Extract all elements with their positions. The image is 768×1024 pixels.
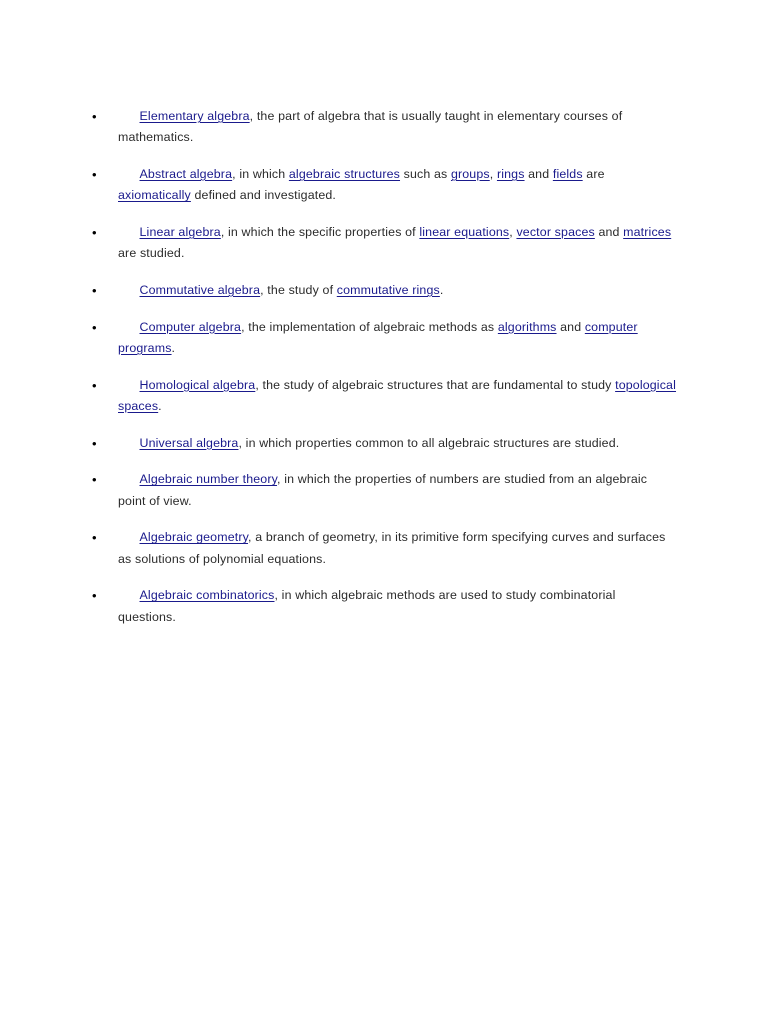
bullet-icon: •: [92, 166, 97, 182]
description-text: .: [439, 282, 444, 297]
list-item: [0, 106, 768, 149]
term-link[interactable]: groups: [450, 166, 490, 181]
description-text: ,: [489, 166, 497, 181]
term-link[interactable]: commutative rings: [336, 282, 440, 297]
term-link[interactable]: Linear algebra: [139, 224, 221, 239]
description-text: , in which the properties of numbers are studied from an algebraic point of view.: [118, 472, 648, 508]
list-item: [0, 375, 768, 418]
term-link[interactable]: Elementary algebra: [139, 109, 250, 123]
description-text: and: [594, 224, 624, 239]
description-text: such as: [400, 166, 451, 181]
term-link[interactable]: linear equations: [419, 224, 510, 239]
list-item: [0, 433, 768, 454]
description-text: , a branch of geometry, in its primitive form specifying curves and surfaces as solutions of polynomial equations.: [118, 530, 666, 566]
term-link[interactable]: topological spaces: [118, 377, 677, 413]
bullet-icon: •: [92, 530, 97, 546]
term-link[interactable]: fields: [552, 166, 583, 181]
list-item: [0, 585, 768, 628]
term-link[interactable]: Homological algebra: [139, 377, 256, 392]
term-link[interactable]: vector spaces: [516, 224, 595, 239]
list-item: [0, 280, 768, 301]
list-item: [0, 164, 768, 207]
term-link[interactable]: axiomatically: [118, 188, 191, 203]
bullet-icon: •: [92, 224, 97, 240]
term-link[interactable]: Abstract algebra: [139, 166, 233, 181]
description-text: and: [524, 166, 553, 181]
description-text: , the study of algebraic structures that are fundamental to study: [255, 377, 616, 392]
term-link[interactable]: matrices: [623, 224, 672, 239]
term-link[interactable]: rings: [496, 166, 525, 181]
bullet-icon: •: [92, 319, 97, 335]
description-text: defined and investigated.: [190, 188, 337, 203]
bullet-icon: •: [92, 588, 97, 604]
description-text: ,: [509, 224, 517, 239]
term-link[interactable]: Algebraic geometry: [139, 530, 249, 545]
term-link[interactable]: Algebraic combinatorics: [139, 588, 275, 603]
bullet-icon: •: [92, 282, 97, 298]
list-item: [0, 469, 768, 512]
list-item: [0, 317, 768, 360]
description-text: .: [171, 340, 176, 355]
description-text: , the implementation of algebraic methods as: [241, 319, 498, 334]
description-text: , in which: [232, 166, 289, 181]
description-text: , in which algebraic methods are used to study combinatorial questions.: [118, 588, 616, 624]
term-link[interactable]: computer programs: [118, 319, 638, 355]
description-text: , in which properties common to all algebraic structures are studied.: [238, 435, 620, 450]
description-text: , the part of algebra that is usually taught in elementary courses of mathematics.: [118, 109, 623, 145]
description-text: and: [556, 319, 585, 334]
description-text: , the study of: [260, 282, 337, 297]
bullet-icon: •: [92, 435, 97, 451]
term-link[interactable]: Universal algebra: [139, 435, 239, 450]
list-item: [0, 527, 768, 570]
bullet-icon: •: [92, 377, 97, 393]
description-text: are: [582, 166, 605, 181]
description-text: , in which the specific properties of: [220, 224, 420, 239]
term-link[interactable]: Commutative algebra: [139, 282, 261, 297]
bullet-icon: •: [92, 472, 97, 488]
description-text: are studied.: [118, 246, 185, 261]
term-link[interactable]: algebraic structures: [288, 166, 401, 181]
description-text: .: [158, 398, 162, 413]
term-link[interactable]: algorithms: [497, 319, 557, 334]
bullet-icon: •: [92, 109, 97, 124]
term-link[interactable]: Computer algebra: [139, 319, 242, 334]
branches-of-algebra-list: [0, 106, 768, 643]
list-item: [0, 222, 768, 265]
term-link[interactable]: Algebraic number theory: [139, 472, 278, 487]
